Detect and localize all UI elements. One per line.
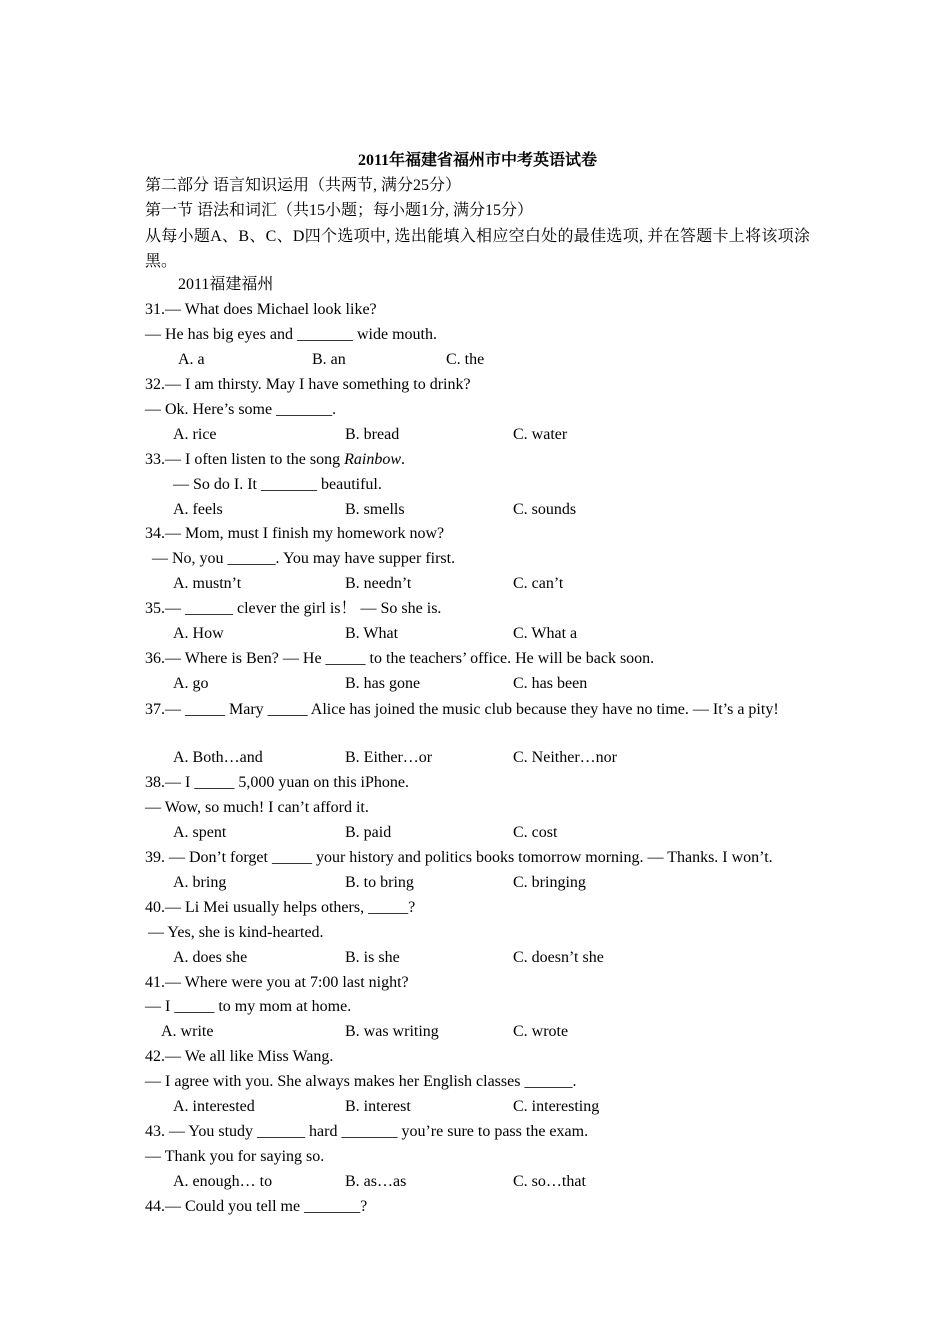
q33-prefix: 33.— I often listen to the song xyxy=(145,451,345,468)
q41-option-a: A. write xyxy=(161,1023,214,1040)
q33-song-title: Rainbow xyxy=(344,451,401,468)
q35-option-a: A. How xyxy=(173,625,224,642)
q36-option-a: A. go xyxy=(173,675,209,692)
q44-question: 44.— Could you tell me _______? xyxy=(145,1198,368,1215)
q42-answer-line: — I agree with you. She always makes her English classes ______. xyxy=(145,1073,577,1090)
q41-option-c: C. wrote xyxy=(513,1023,569,1040)
q42-option-b: B. interest xyxy=(345,1098,411,1115)
q35-option-b: B. What xyxy=(345,625,399,642)
q33-suffix: . xyxy=(400,451,405,468)
q40-answer-line: — Yes, she is kind-hearted. xyxy=(148,924,324,941)
q32-option-b: B. bread xyxy=(345,426,400,443)
q42-option-c: C. interesting xyxy=(513,1098,600,1115)
q36-option-b: B. has gone xyxy=(345,675,421,692)
q38-question: 38.— I _____ 5,000 yuan on this iPhone. xyxy=(145,774,409,791)
q41-option-b: B. was writing xyxy=(345,1023,439,1040)
q31-answer-line: — He has big eyes and _______ wide mouth. xyxy=(145,326,437,343)
q38-option-b: B. paid xyxy=(345,824,392,841)
q33-option-a: A. feels xyxy=(173,501,223,518)
q34-option-c: C. can’t xyxy=(513,575,564,592)
source-label: 2011福建福州 xyxy=(178,276,274,293)
q34-option-a: A. mustn’t xyxy=(173,575,242,592)
q35-option-c: C. What a xyxy=(513,625,578,642)
instruction-text: 从每小题A、B、C、D四个选项中, 选出能填入相应空白处的最佳选项, 并在答题卡上将该项涂黑。 xyxy=(145,228,810,270)
q34-question: 34.— Mom, must I finish my homework now? xyxy=(145,525,445,542)
q32-option-c: C. water xyxy=(513,426,568,443)
q36-question: 36.— Where is Ben? — He _____ to the teachers’ office. He will be back soon. xyxy=(145,650,655,667)
q33-option-c: C. sounds xyxy=(513,501,577,518)
q34-option-b: B. needn’t xyxy=(345,575,412,592)
section-heading: 第一节 语法和词汇（共15小题；每小题1分, 满分15分） xyxy=(145,202,534,219)
q34-answer-line: — No, you ______. You may have supper first. xyxy=(152,550,456,567)
q33-question xyxy=(145,449,405,471)
q43-option-b: B. as…as xyxy=(345,1173,407,1190)
q39-option-a: A. bring xyxy=(173,874,227,891)
page-title: 2011年福建省福州市中考英语试卷 xyxy=(357,152,598,169)
q40-option-a: A. does she xyxy=(173,949,248,966)
q43-option-c: C. so…that xyxy=(513,1173,586,1190)
q31-question: 31.— What does Michael look like? xyxy=(145,301,377,318)
q37-option-a: A. Both…and xyxy=(173,749,263,766)
q32-option-a: A. rice xyxy=(173,426,217,443)
q36-option-c: C. has been xyxy=(513,675,588,692)
q33-option-b: B. smells xyxy=(345,501,405,518)
q43-question: 43. — You study ______ hard _______ you’re sure to pass the exam. xyxy=(145,1123,589,1140)
q43-option-a: A. enough… to xyxy=(173,1173,273,1190)
q42-option-a: A. interested xyxy=(173,1098,255,1115)
q39-question: 39. — Don’t forget _____ your history and politics books tomorrow morning. — Thanks. I won’t. xyxy=(145,849,773,866)
q43-answer-line: — Thank you for saying so. xyxy=(145,1148,325,1165)
q38-option-a: A. spent xyxy=(173,824,227,841)
q31-option-c: C. the xyxy=(446,351,485,368)
part-heading: 第二部分 语言知识运用（共两节, 满分25分） xyxy=(145,177,462,194)
q38-option-c: C. cost xyxy=(513,824,558,841)
q31-option-b: B. an xyxy=(312,351,346,368)
q40-option-b: B. is she xyxy=(345,949,400,966)
q39-option-c: C. bringing xyxy=(513,874,586,891)
q38-answer-line: — Wow, so much! I can’t afford it. xyxy=(145,799,369,816)
q35-question: 35.— ______ clever the girl is！ — So she is. xyxy=(145,600,442,617)
q40-question: 40.— Li Mei usually helps others, _____? xyxy=(145,899,416,916)
q31-option-a: A. a xyxy=(178,351,205,368)
q42-question: 42.— We all like Miss Wang. xyxy=(145,1048,334,1065)
q39-option-b: B. to bring xyxy=(345,874,414,891)
q32-answer-line: — Ok. Here’s some _______. xyxy=(145,401,337,418)
q41-answer-line: — I _____ to my mom at home. xyxy=(145,998,352,1015)
q37-option-c: C. Neither…nor xyxy=(513,749,617,766)
q40-option-c: C. doesn’t she xyxy=(513,949,604,966)
q37-question: 37.— _____ Mary _____ Alice has joined the music club because they have no time. — It’s a pity! xyxy=(145,701,779,718)
q37-option-b: B. Either…or xyxy=(345,749,433,766)
q33-answer-line: — So do I. It _______ beautiful. xyxy=(173,476,382,493)
q41-question: 41.— Where were you at 7:00 last night? xyxy=(145,974,409,991)
q32-question: 32.— I am thirsty. May I have something to drink? xyxy=(145,376,471,393)
